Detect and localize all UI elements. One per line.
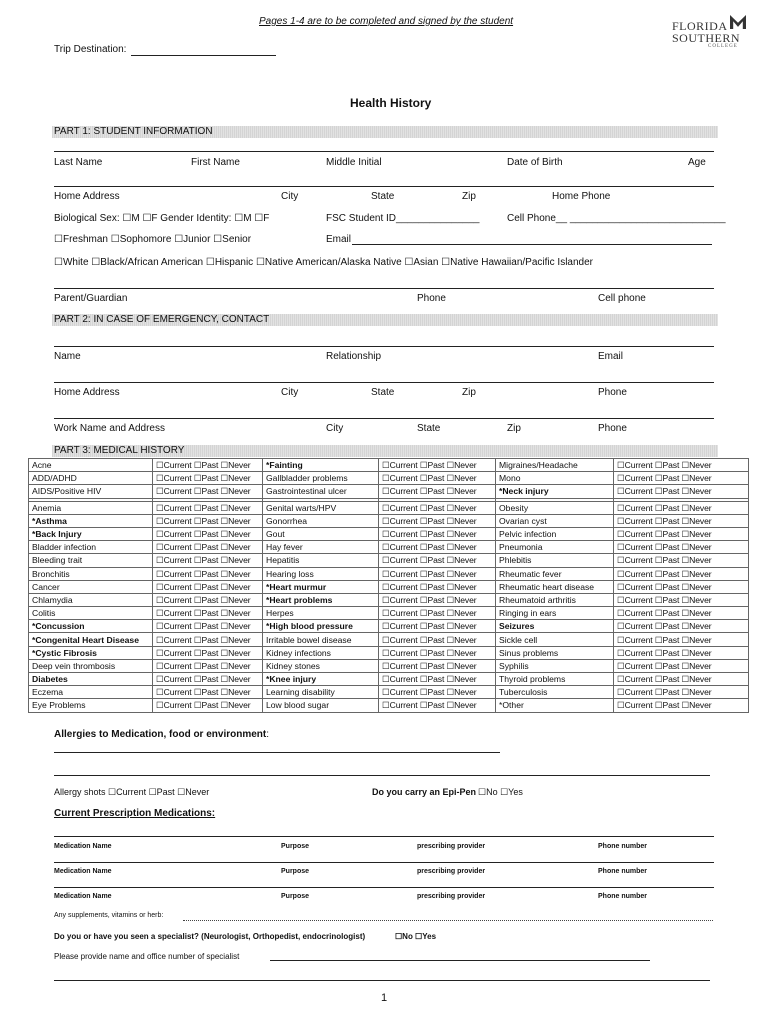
supplements-field[interactable] [183,920,713,921]
specialist-question: Do you or have you seen a specialist? (Neurologist, Orthopedist, endocrinologist) [54,932,366,941]
status-checkboxes[interactable]: ☐Current ☐Past ☐Never [379,620,496,633]
condition-name: Hay fever [263,541,379,554]
condition-name: Hearing loss [263,567,379,580]
contact-state-label: State [371,387,395,398]
status-checkboxes[interactable]: ☐Current ☐Past ☐Never [379,580,496,593]
work-state-label: State [417,423,441,434]
status-checkboxes[interactable]: ☐Current ☐Past ☐Never [379,593,496,606]
condition-name: *High blood pressure [263,620,379,633]
part1-heading: PART 1: STUDENT INFORMATION [54,126,213,137]
condition-name: *Heart murmur [263,580,379,593]
condition-name: Learning disability [263,686,379,699]
relationship-label: Relationship [326,351,382,362]
status-checkboxes[interactable]: ☐Current ☐Past ☐Never [379,541,496,554]
condition-name: Pneumonia [496,541,614,554]
condition-name: Irritable bowel disease [263,633,379,646]
status-checkboxes[interactable]: ☐Current ☐Past ☐Never [614,673,749,686]
condition-name: *Other [496,699,614,712]
condition-name: Cancer [29,580,153,593]
table-row [29,459,749,472]
purpose-label: Purpose [281,868,310,875]
condition-name: Rheumatic fever [496,567,614,580]
status-checkboxes[interactable]: ☐Current ☐Past ☐Never [379,459,496,472]
allergy-shots-checkboxes[interactable]: Allergy shots ☐Current ☐Past ☐Never [54,787,210,797]
status-checkboxes[interactable]: ☐Current ☐Past ☐Never [379,607,496,620]
condition-name: Seizures [496,620,614,633]
condition-name: *Cystic Fibrosis [29,646,153,659]
allergies-line[interactable] [54,752,500,753]
status-checkboxes[interactable]: ☐Current ☐Past ☐Never [614,686,749,699]
condition-name: Phlebitis [496,554,614,567]
table-row [29,646,749,659]
condition-name: Migraines/Headache [496,459,614,472]
contact-home-address-label: Home Address [54,387,120,398]
logo-line1: FLORIDA [672,19,728,33]
race-checkboxes[interactable]: ☐White ☐Black/African American ☐Hispanic ☐Native American/Alaska Native ☐Asian ☐Native Hawaiian/Pacific Islander [54,257,593,268]
status-checkboxes[interactable]: ☐Current ☐Past ☐Never [379,554,496,567]
condition-name: Low blood sugar [263,699,379,712]
status-checkboxes[interactable]: ☐Current ☐Past ☐Never [379,699,496,712]
fsc-student-id-field[interactable]: FSC Student ID_______________ [326,213,480,224]
condition-name: Kidney stones [263,659,379,672]
status-checkboxes[interactable]: ☐Current ☐Past ☐Never [614,607,749,620]
status-checkboxes[interactable]: ☐Current ☐Past ☐Never [614,659,749,672]
logo-line3: COLLEGE [708,44,738,49]
epipen-checkboxes[interactable]: ☐No ☐Yes [478,787,523,797]
page-title: Health History [350,96,432,110]
purpose-label: Purpose [281,843,310,850]
condition-name: *Heart problems [263,593,379,606]
status-checkboxes[interactable]: ☐Current ☐Past ☐Never [614,514,749,527]
table-row [29,686,749,699]
part2-header-bar [52,314,718,326]
work-name-address-label: Work Name and Address [54,423,165,434]
status-checkboxes[interactable]: ☐Current ☐Past ☐Never [614,699,749,712]
parent-guardian-label: Parent/Guardian [54,293,128,304]
purpose-label: Purpose [281,893,310,900]
table-row [29,659,749,672]
status-checkboxes[interactable]: ☐Current ☐Past ☐Never [614,527,749,540]
medication-name-label: Medication Name [54,893,112,900]
table-row [29,633,749,646]
table-row [29,620,749,633]
table-row [29,607,749,620]
status-checkboxes[interactable]: ☐Current ☐Past ☐Never [379,527,496,540]
status-checkboxes[interactable]: ☐Current ☐Past ☐Never [379,485,496,498]
status-checkboxes[interactable]: ☐Current ☐Past ☐Never [153,580,263,593]
status-checkboxes[interactable]: ☐Current ☐Past ☐Never [379,646,496,659]
supplements-label: Any supplements, vitamins or herb: [54,912,164,919]
status-checkboxes[interactable]: ☐Current ☐Past ☐Never [153,607,263,620]
dob-label: Date of Birth [507,157,563,168]
condition-name: Bladder infection [29,541,153,554]
status-checkboxes[interactable]: ☐Current ☐Past ☐Never [614,580,749,593]
condition-name: Deep vein thrombosis [29,659,153,672]
status-checkboxes[interactable]: ☐Current ☐Past ☐Never [153,554,263,567]
part3-header-bar [52,445,718,457]
city-label: City [281,191,299,202]
condition-name: Genital warts/HPV [263,501,379,514]
specialist-line[interactable] [54,980,710,981]
condition-name: Chlamydia [29,593,153,606]
condition-name: AIDS/Positive HIV [29,485,153,498]
logo-line2: SOUTHERN [672,31,741,45]
divider [54,862,714,863]
status-checkboxes[interactable]: ☐Current ☐Past ☐Never [379,514,496,527]
status-checkboxes[interactable]: ☐Current ☐Past ☐Never [153,593,263,606]
work-city-label: City [326,423,344,434]
table-row [29,472,749,485]
allergies-colon: : [266,729,270,740]
status-checkboxes[interactable]: ☐Current ☐Past ☐Never [153,633,263,646]
condition-name: Gonorrhea [263,514,379,527]
condition-name: Obesity [496,501,614,514]
condition-name: Gallbladder problems [263,472,379,485]
condition-name: Eye Problems [29,699,153,712]
status-checkboxes[interactable]: ☐Current ☐Past ☐Never [614,646,749,659]
part3-heading: PART 3: MEDICAL HISTORY [54,445,185,456]
status-checkboxes[interactable]: ☐Current ☐Past ☐Never [614,567,749,580]
status-checkboxes[interactable]: ☐Current ☐Past ☐Never [153,686,263,699]
status-checkboxes[interactable]: ☐Current ☐Past ☐Never [614,541,749,554]
condition-name: Bronchitis [29,567,153,580]
prescriptions-heading: Current Prescription Medications: [54,808,216,819]
trip-destination-field[interactable] [131,55,276,56]
prescribing-provider-label: prescribing provider [417,843,486,850]
status-checkboxes[interactable]: ☐Current ☐Past ☐Never [153,567,263,580]
condition-name: Rheumatic heart disease [496,580,614,593]
status-checkboxes[interactable]: ☐Current ☐Past ☐Never [379,633,496,646]
status-checkboxes[interactable]: ☐Current ☐Past ☐Never [614,472,749,485]
contact-zip-label: Zip [462,387,476,398]
condition-name: Anemia [29,501,153,514]
status-checkboxes[interactable]: ☐Current ☐Past ☐Never [379,501,496,514]
status-checkboxes[interactable]: ☐Current ☐Past ☐Never [153,699,263,712]
status-checkboxes[interactable]: ☐Current ☐Past ☐Never [153,527,263,540]
prescribing-provider-label: prescribing provider [417,868,486,875]
page-number: 1 [381,992,388,1004]
first-name-label: First Name [191,157,240,168]
condition-name: Mono [496,472,614,485]
divider [54,887,714,888]
allergies-question [54,729,269,740]
email-field[interactable] [352,244,712,245]
specialist-checkboxes[interactable]: ☐No ☐Yes [395,932,437,941]
medical-history-table [28,458,749,713]
condition-name: *Asthma [29,514,153,527]
condition-name: Acne [29,459,153,472]
status-checkboxes[interactable]: ☐Current ☐Past ☐Never [614,620,749,633]
condition-name: Colitis [29,607,153,620]
table-row [29,554,749,567]
condition-name: Ovarian cyst [496,514,614,527]
status-checkboxes[interactable]: ☐Current ☐Past ☐Never [153,659,263,672]
state-label: State [371,191,395,202]
table-row [29,541,749,554]
table-row [29,699,749,712]
condition-name: ADD/ADHD [29,472,153,485]
epipen-question: Do you carry an Epi-Pen [372,787,477,797]
condition-name: *Back Injury [29,527,153,540]
parent-cell-label: Cell phone [598,293,646,304]
allergies-label: Allergies to Medication, food or environment [54,729,267,740]
status-checkboxes[interactable]: ☐Current ☐Past ☐Never [153,541,263,554]
table-row [29,514,749,527]
status-checkboxes[interactable]: ☐Current ☐Past ☐Never [614,633,749,646]
condition-name: Sickle cell [496,633,614,646]
part2-heading: PART 2: IN CASE OF EMERGENCY, CONTACT [54,314,270,325]
contact-phone-label: Phone [598,387,627,398]
status-checkboxes[interactable]: ☐Current ☐Past ☐Never [153,472,263,485]
condition-name: Pelvic infection [496,527,614,540]
status-checkboxes[interactable]: ☐Current ☐Past ☐Never [614,459,749,472]
phone-number-label: Phone number [598,893,648,900]
condition-name: Syphilis [496,659,614,672]
parent-phone-label: Phone [417,293,446,304]
table-row [29,527,749,540]
part1-header-bar [52,126,718,138]
sex-gender-checkboxes[interactable]: Biological Sex: ☐M ☐F Gender Identity: ☐M ☐F [54,213,270,224]
table-row [29,485,749,498]
contact-email-label: Email [598,351,624,362]
work-zip-label: Zip [507,423,521,434]
condition-name: *Neck injury [496,485,614,498]
medication-name-label: Medication Name [54,843,112,850]
condition-name: Gastrointestinal ulcer [263,485,379,498]
table-row [29,567,749,580]
condition-name: Gout [263,527,379,540]
condition-name: Sinus problems [496,646,614,659]
specialist-field[interactable] [270,960,650,961]
condition-name: Herpes [263,607,379,620]
specialist-prompt: Please provide name and office number of specialist [54,952,240,961]
condition-name: Kidney infections [263,646,379,659]
divider [54,186,714,187]
condition-name: *Fainting [263,459,379,472]
condition-name: *Concussion [29,620,153,633]
divider [54,288,714,289]
status-checkboxes[interactable]: ☐Current ☐Past ☐Never [614,593,749,606]
status-checkboxes[interactable]: ☐Current ☐Past ☐Never [379,659,496,672]
divider [54,382,714,383]
condition-name: Thyroid problems [496,673,614,686]
status-checkboxes[interactable]: ☐Current ☐Past ☐Never [153,646,263,659]
logo-mark-icon [730,15,746,29]
medication-name-label: Medication Name [54,868,112,875]
condition-name: Diabetes [29,673,153,686]
email-label: Email [326,234,352,245]
status-checkboxes[interactable]: ☐Current ☐Past ☐Never [153,501,263,514]
divider [54,346,714,347]
status-checkboxes[interactable]: ☐Current ☐Past ☐Never [614,554,749,567]
condition-name: Bleeding trait [29,554,153,567]
status-checkboxes[interactable]: ☐Current ☐Past ☐Never [153,485,263,498]
status-checkboxes[interactable]: ☐Current ☐Past ☐Never [379,567,496,580]
pages-note: Pages 1-4 are to be completed and signed by the student [259,16,514,27]
contact-city-label: City [281,387,299,398]
divider [54,418,714,419]
divider [54,836,714,837]
phone-number-label: Phone number [598,843,648,850]
status-checkboxes[interactable]: ☐Current ☐Past ☐Never [153,459,263,472]
table-row [29,673,749,686]
trip-destination-label: Trip Destination: [54,44,127,55]
table-row [29,580,749,593]
last-name-label: Last Name [54,157,103,168]
condition-name: *Knee injury [263,673,379,686]
status-checkboxes[interactable]: ☐Current ☐Past ☐Never [153,673,263,686]
status-checkboxes[interactable]: ☐Current ☐Past ☐Never [153,514,263,527]
middle-initial-label: Middle Initial [326,157,382,168]
status-checkboxes[interactable]: ☐Current ☐Past ☐Never [379,472,496,485]
condition-name: Rheumatoid arthritis [496,593,614,606]
status-checkboxes[interactable]: ☐Current ☐Past ☐Never [614,485,749,498]
contact-name-label: Name [54,351,81,362]
status-checkboxes[interactable]: ☐Current ☐Past ☐Never [153,620,263,633]
condition-name: *Congenital Heart Disease [29,633,153,646]
status-checkboxes[interactable]: ☐Current ☐Past ☐Never [379,673,496,686]
condition-name: Hepatitis [263,554,379,567]
table-row [29,501,749,514]
class-year-checkboxes[interactable]: ☐Freshman ☐Sophomore ☐Junior ☐Senior [54,234,252,245]
home-address-label: Home Address [54,191,120,202]
condition-name: Eczema [29,686,153,699]
divider [54,151,714,152]
phone-number-label: Phone number [598,868,648,875]
prescribing-provider-label: prescribing provider [417,893,486,900]
zip-label: Zip [462,191,476,202]
condition-name: Ringing in ears [496,607,614,620]
home-phone-label: Home Phone [552,191,611,202]
work-phone-label: Phone [598,423,627,434]
age-label: Age [688,157,706,168]
allergies-line[interactable] [54,775,710,776]
status-checkboxes[interactable]: ☐Current ☐Past ☐Never [614,501,749,514]
status-checkboxes[interactable]: ☐Current ☐Past ☐Never [379,686,496,699]
table-row [29,593,749,606]
condition-name: Tuberculosis [496,686,614,699]
cell-phone-field[interactable]: Cell Phone__ ____________________________ [507,213,726,224]
